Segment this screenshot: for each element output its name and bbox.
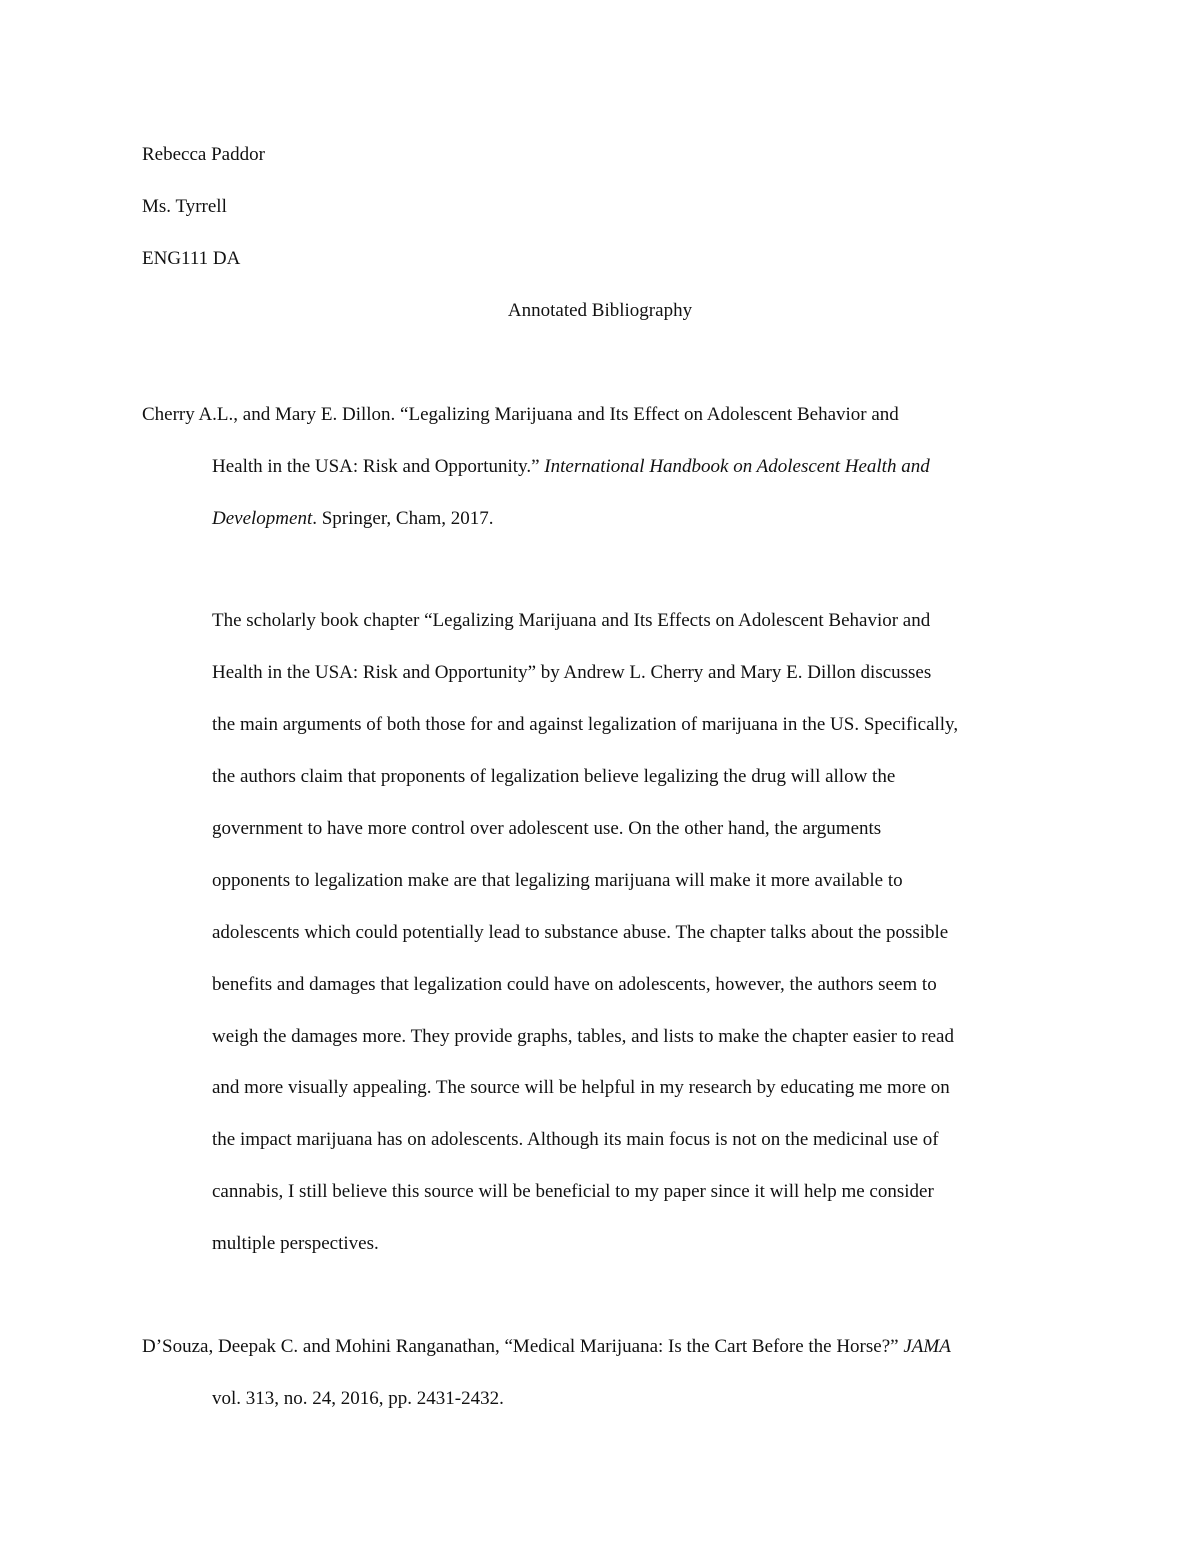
citation-2-journal: JAMA bbox=[903, 1336, 951, 1357]
citation-1-line-1: Cherry A.L., and Mary E. Dillon. “Legalizing Marijuana and Its Effect on Adolescent Behavior and bbox=[142, 404, 899, 425]
citation-1-publisher: . Springer, Cham, 2017. bbox=[312, 508, 494, 529]
citation-2-line-2: vol. 313, no. 24, 2016, pp. 2431-2432. bbox=[212, 1388, 504, 1409]
teacher-name: Ms. Tyrrell bbox=[142, 196, 227, 217]
annotation-line: opponents to legalization make are that legalizing marijuana will make it more available to bbox=[212, 870, 903, 891]
document-title: Annotated Bibliography bbox=[507, 300, 693, 321]
annotation-line: multiple perspectives. bbox=[212, 1233, 379, 1254]
annotation-line: The scholarly book chapter “Legalizing Marijuana and Its Effects on Adolescent Behavior and bbox=[212, 610, 931, 631]
annotation-line: cannabis, I still believe this source will be beneficial to my paper since it will help me consider bbox=[212, 1181, 934, 1202]
annotation-line: weigh the damages more. They provide graphs, tables, and lists to make the chapter easier to read bbox=[212, 1026, 954, 1047]
student-name: Rebecca Paddor bbox=[142, 144, 265, 165]
course-code: ENG111 DA bbox=[142, 248, 241, 269]
annotation-line: benefits and damages that legalization could have on adolescents, however, the authors seem to bbox=[212, 974, 937, 995]
annotation-line: adolescents which could potentially lead to substance abuse. The chapter talks about the possible bbox=[212, 922, 949, 943]
citation-1-line-2 bbox=[212, 457, 930, 476]
citation-1-book-title-cont: Development bbox=[212, 508, 313, 529]
citation-2-line-1 bbox=[142, 1337, 951, 1356]
annotation-line: and more visually appealing. The source will be helpful in my research by educating me more on bbox=[212, 1077, 950, 1098]
annotation-line: the authors claim that proponents of legalization believe legalizing the drug will allow the bbox=[212, 766, 896, 787]
annotation-line: Health in the USA: Risk and Opportunity” by Andrew L. Cherry and Mary E. Dillon discusses bbox=[212, 662, 932, 683]
citation-2-article: D’Souza, Deepak C. and Mohini Ranganathan, “Medical Marijuana: Is the Cart Before the Horse?” bbox=[142, 1336, 904, 1357]
annotation-line: the main arguments of both those for and against legalization of marijuana in the US. Specifically, bbox=[212, 714, 959, 735]
annotation-line: the impact marijuana has on adolescents. Although its main focus is not on the medicinal use of bbox=[212, 1129, 939, 1150]
citation-1-chapter-title: Health in the USA: Risk and Opportunity.” bbox=[212, 456, 545, 477]
annotation-line: government to have more control over adolescent use. On the other hand, the arguments bbox=[212, 818, 882, 839]
citation-1-line-3 bbox=[212, 509, 494, 528]
citation-1-book-title: International Handbook on Adolescent Health and bbox=[544, 456, 930, 477]
